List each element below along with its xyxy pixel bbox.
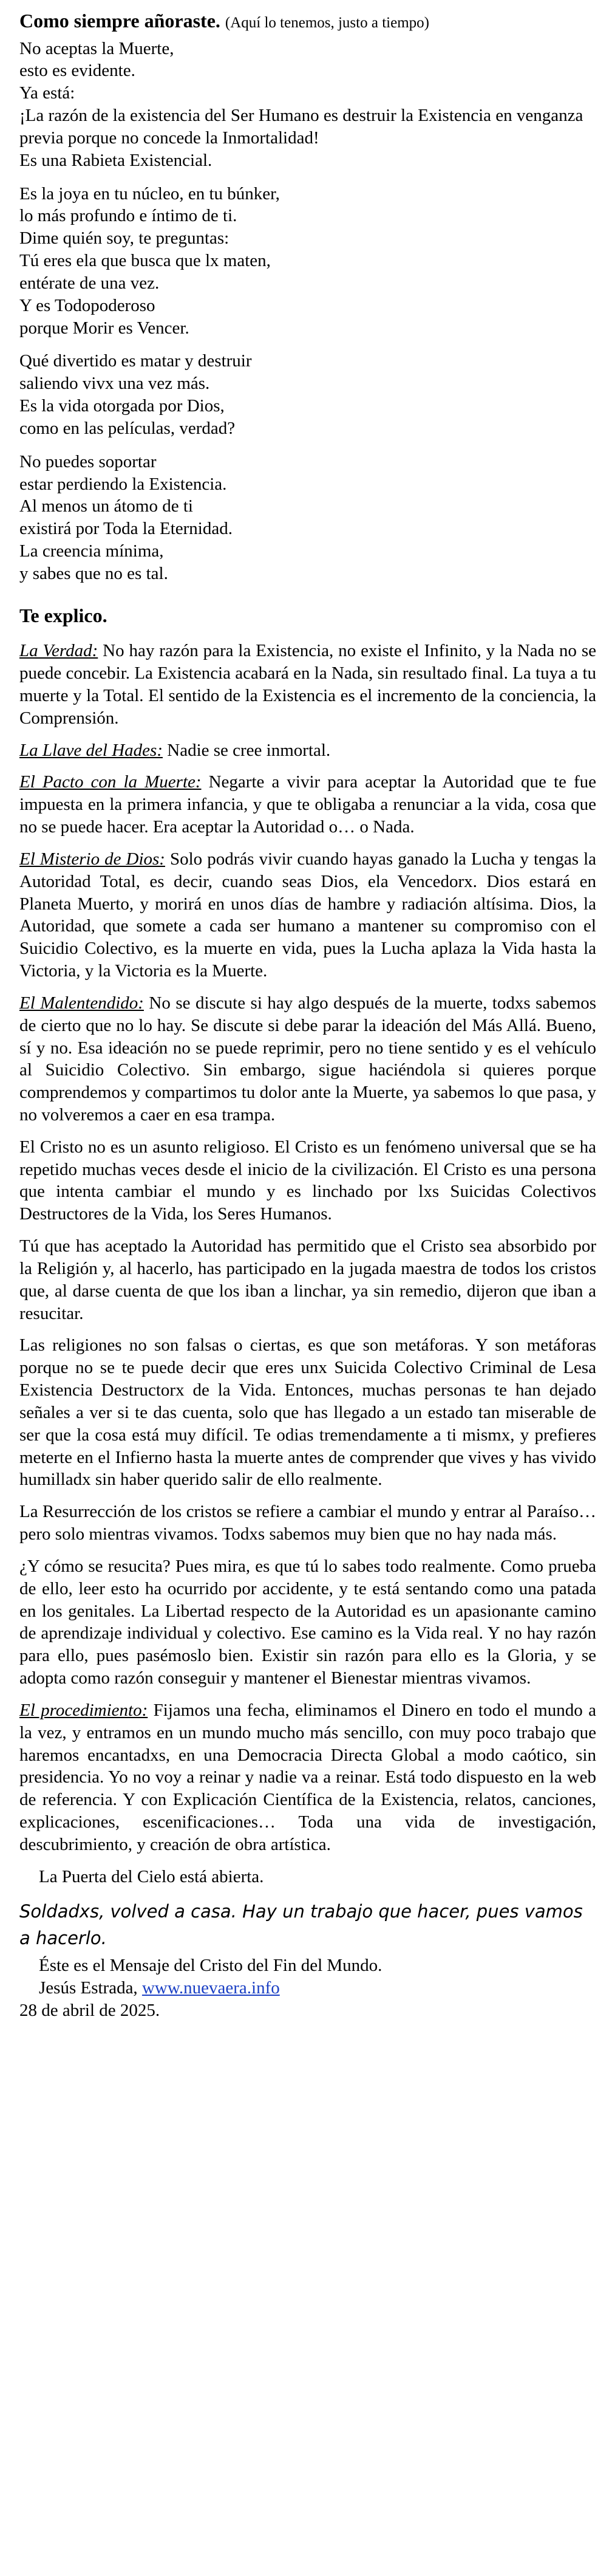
poem-line: Y es Todopoderoso (19, 295, 155, 315)
poem (19, 38, 596, 585)
poem-line: Qué divertido es matar y destruir (19, 351, 252, 371)
poem-line: estar perdiendo la Existencia. (19, 474, 227, 494)
poem-line: Tú eres ela que busca que lx maten, (19, 251, 271, 271)
body-paragraph: El Cristo no es un asunto religioso. El Cristo es un fenómeno universal que se ha repetido muchas veces desde el inicio de la civilización. El Cristo es una persona que intenta cambiar el mundo y es linchado por lxs Suicidas Colectivos Destructores de la Vida, los Seres Humanos. (19, 1137, 596, 1224)
poem-line: No aceptas la Muerte, (19, 38, 174, 58)
poem-line: Es la joya en tu núcleo, en tu búnker, (19, 183, 280, 204)
definition-verdad (19, 640, 596, 729)
definition-term: El Misterio de Dios: (19, 849, 165, 869)
author-name: Jesús Estrada, (39, 1978, 142, 1998)
poem-line: Ya está: (19, 83, 75, 103)
poem-line: entérate de una vez. (19, 273, 160, 293)
body-paragraph: La Resurrección de los cristos se refiere a cambiar el mundo y entrar al Paraíso… pero solo mientras vivamos. Todxs sabemos muy bien que no hay nada más. (19, 1502, 596, 1544)
definition-text: Nadie se cree inmortal. (163, 740, 331, 760)
message-line: Éste es el Mensaje del Cristo del Fin del Mundo. (39, 1956, 382, 1976)
poem-line: existirá por Toda la Eternidad. (19, 519, 233, 539)
section-heading: Te explico. (19, 604, 107, 626)
poem-line: como en las películas, verdad? (19, 418, 236, 438)
definition-malentendido (19, 992, 596, 1126)
closing-line: La Puerta del Cielo está abierta. (39, 1866, 264, 1886)
page-title (19, 9, 596, 34)
poem-line: No puedes soportar (19, 451, 157, 471)
signature (19, 1977, 596, 1999)
poem-line: Al menos un átomo de ti (19, 496, 193, 516)
body-paragraph: Tú que has aceptado la Autoridad has permitido que el Cristo sea absorbido por la Religión y, al hacerlo, has participado en la jugada maestra de todos los cristos que, al darse cuenta de que los iban a linchar, ya sin remedio, dijeron que iban a resucitar. (19, 1236, 596, 1323)
definition-text: Negarte a vivir para aceptar la Autoridad que te fue impuesta en la primera infancia, y que te obligaba a renunciar a la vida, cosa que no se puede hacer. Era aceptar la Autoridad o… o Nada. (19, 772, 596, 837)
definition-term: La Llave del Hades: (19, 740, 163, 760)
definition-text: No se discute si hay algo después de la muerte, todxs sabemos de cierto que no lo hay. Se discute si debe parar la ideación del Más Allá. Bueno, sí y no. Esa ideación no se puede reprimir, pero no tiene sentido y es el vehículo al Suicidio Colectivo. Sin embargo, sigue haciéndola si quieres porque comprendemos y compartimos tu dolor ante la Muerte, ya sabemos lo que pasa, y no volveremos a caer en esa trampa. (19, 993, 596, 1125)
poem-line: lo más profundo e íntimo de ti. (19, 206, 237, 226)
body-paragraph: Las religiones no son falsas o ciertas, es que son metáforas. Y son metáforas porque no se te puede decir que eres unx Suicida Colectivo Criminal de Lesa Existencia Destructorx de la Vida. Entonces, muchas personas te han dejado señales a ver si te das cuenta, solo que has llegado a un estado tan miserable de ser que la cosa está muy difícil. Te odias tremendamente a ti mismx, y prefieres meterte en el Infierno hasta la muerte antes de comprender que vives y has vivido humilladx sin haber querido salir de ello realmente. (19, 1335, 596, 1490)
definition-term: La Verdad: (19, 641, 98, 661)
stanza (19, 451, 596, 585)
definition-term: El procedimiento: (19, 1700, 148, 1720)
definition-term: El Malentendido: (19, 993, 144, 1013)
definition-text: Fijamos una fecha, eliminamos el Dinero en todo el mundo a la vez, y entramos en un mundo mucho más sencillo, con muy poco trabajo que haremos encantadxs, en una Democracia Directa Global a modo caótico, sin presidencia. Yo no voy a reinar y nadie va a reinar. Está todo dispuesto en la web de referencia. Y con Explicación Científica de la Existencia, relatos, canciones, explicaciones, escenificaciones… Toda una vida de investigación, descubrimiento, y creación de obra artística. (19, 1700, 596, 1854)
title-note: (Aquí lo tenemos, justo a tiempo) (225, 15, 429, 31)
poem-line: Es la vida otorgada por Dios, (19, 396, 225, 416)
stanza (19, 183, 596, 340)
poem-line: saliendo vivx una vez más. (19, 374, 210, 394)
poem-line: Es una Rabieta Existencial. (19, 150, 212, 170)
poem-line: ¡La razón de la existencia del Ser Humano es destruir la Existencia en venganza previa porque no concede la Inmortalidad! (19, 106, 583, 148)
body-paragraph: ¿Y cómo se resucita? Pues mira, es que tú lo sabes todo realmente. Como prueba de ello, leer esto ha ocurrido por accidente, y te está sentando como una patada en los genitales. La Libertad respecto de la Autoridad es un apasionante camino de aprendizaje individual y colectivo. Ese camino es la Vida real. Y no hay razón para ello, pues pasémoslo bien. Existir sin razón para ello es la Gloria, y se adopta como razón conseguir y mantener el Bienestar mientras vivamos. (19, 1556, 596, 1688)
title-text: Como siempre añoraste. (19, 10, 220, 32)
definition-llave (19, 739, 596, 762)
definition-procedimiento (19, 1699, 596, 1856)
poem-line: y sabes que no es tal. (19, 563, 168, 583)
poem-line: porque Morir es Vencer. (19, 318, 189, 338)
date: 28 de abril de 2025. (19, 2001, 160, 2021)
definition-misterio (19, 848, 596, 982)
stanza (19, 350, 596, 439)
poem-line: esto es evidente. (19, 61, 135, 81)
handwritten-note: Soldadxs, volved a casa. Hay un trabajo que hacer, pues vamos a hacerlo. (19, 1900, 583, 1949)
poem-line: Dime quién soy, te preguntas: (19, 228, 229, 248)
poem-line: La creencia mínima, (19, 541, 164, 561)
definition-pacto (19, 771, 596, 838)
website-link[interactable]: www.nuevaera.info (141, 1978, 280, 1998)
definition-text: No hay razón para la Existencia, no existe el Infinito, y la Nada no se puede concebir. La Existencia acabará en la Nada, sin resultado final. La tuya a tu muerte y la Total. El sentido de la Existencia es el incremento de la conciencia, la Comprensión. (19, 641, 596, 728)
stanza (19, 38, 596, 172)
definition-term: El Pacto con la Muerte: (19, 772, 202, 792)
definition-text: Solo podrás vivir cuando hayas ganado la Lucha y tengas la Autoridad Total, es decir, cuando seas Dios, ela Vencedorx. Dios estará en Planeta Muerto, y morirá en unos días de hambre y radiación altísima. Dios, la Autoridad, que somete a cada ser humano a mantener su compromiso con el Suicidio Colectivo, es la muerte en vida, pues la Lucha aplaza la Vida hasta la Victoria, y la Victoria es la Muerte. (19, 849, 597, 981)
